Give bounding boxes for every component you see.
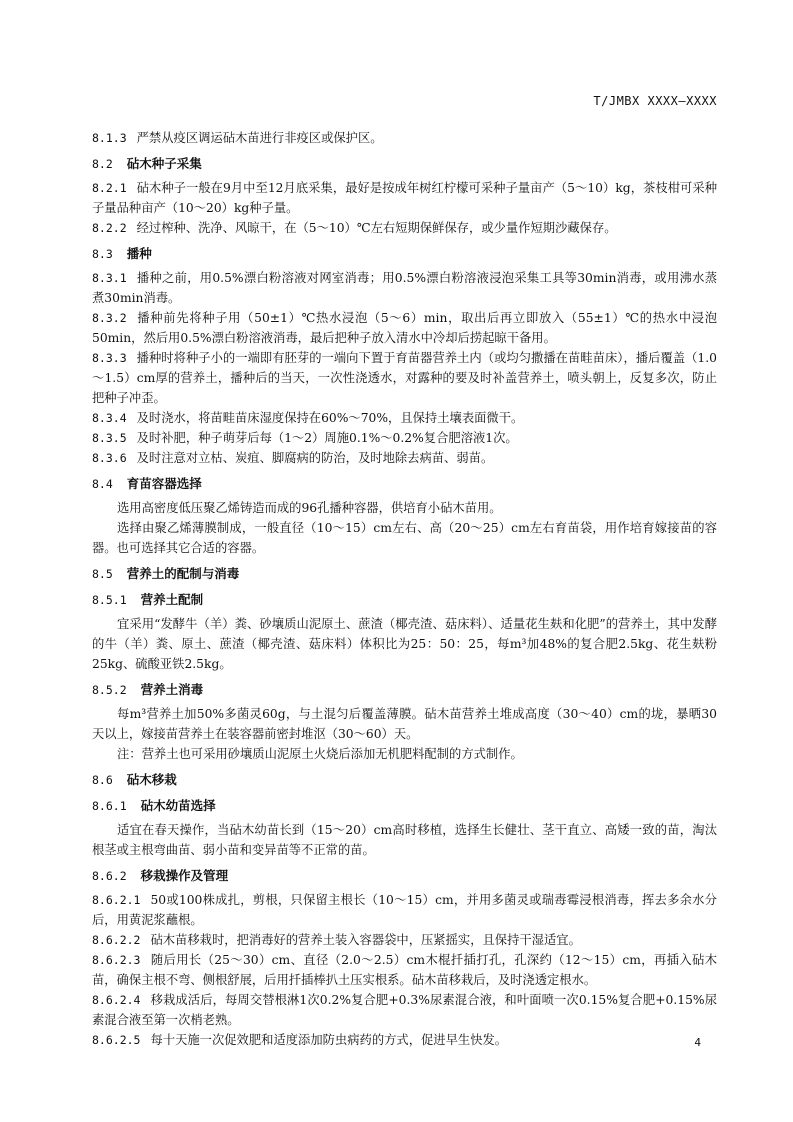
- subsection-8-6-1-heading: [92, 796, 717, 816]
- section-number: 8.3: [92, 247, 113, 261]
- clause-8-2-1: [92, 178, 717, 218]
- clause-number: 8.6.2.3: [92, 953, 141, 967]
- page-number: 4: [694, 1036, 701, 1049]
- clause-text: 播种前先将种子用（50±1）℃热水浸泡（5～6）min，取出后再立即放入（55±1）℃的热水中浸泡50min，然后用0.5%漂白粉溶液消毒，最后把种子放入清水中冷却后捞起晾干备用。: [92, 311, 717, 345]
- section-title: 营养土配制: [140, 592, 204, 607]
- clause-8-3-3: [92, 348, 717, 408]
- clause-8-6-2-3: [92, 950, 717, 990]
- clause-8-2-2: [92, 218, 717, 238]
- clause-8-6-2-2: [92, 930, 717, 950]
- section-title: 营养土的配制与消毒: [126, 566, 240, 581]
- section-title: 砧木种子采集: [126, 156, 202, 171]
- clause-text: 及时注意对立枯、炭疽、脚腐病的防治，及时地除去病苗、弱苗。: [136, 451, 494, 465]
- clause-text: 播种之前，用0.5%漂白粉溶液对网室消毒；用0.5%漂白粉溶液浸泡采集工具等30min消毒，或用沸水蒸煮30min消毒。: [92, 271, 717, 305]
- paragraph: 适宜在春天操作，当砧木幼苗长到（15～20）cm高时移植，选择生长健壮、茎干直立、高矮一致的苗，淘汰根茎或主根弯曲苗、弱小苗和变异苗等不正常的苗。: [92, 823, 717, 857]
- section-number: 8.5: [92, 567, 113, 581]
- paragraph: 每m³营养土加50%多菌灵60g，与土混匀后覆盖薄膜。砧木苗营养土堆成高度（30～40）cm的垅，暴晒30天以上，嫁接苗营养土在装容器前密封堆沤（30～60）天。: [92, 707, 717, 741]
- clause-8-3-6: [92, 448, 717, 468]
- section-title: 移栽操作及管理: [140, 868, 229, 883]
- section-number: 8.2: [92, 157, 113, 171]
- clause-8-3-1: [92, 268, 717, 308]
- clause-number: 8.2.2: [92, 221, 127, 235]
- clause-number: 8.2.1: [92, 181, 127, 195]
- section-8-5-heading: [92, 564, 717, 584]
- clause-text: 及时补肥，种子萌芽后每（1～2）周施0.1%～0.2%复合肥溶液1次。: [136, 431, 518, 445]
- section-number: 8.5.1: [92, 593, 127, 607]
- clause-8-1-3: [92, 128, 717, 148]
- section-8-4-heading: [92, 474, 717, 494]
- clause-text: 及时浇水，将苗畦苗床湿度保持在60%～70%，且保持土壤表面微干。: [136, 411, 524, 425]
- clause-text: 严禁从疫区调运砧木苗进行非疫区或保护区。: [136, 131, 383, 145]
- section-title: 营养土消毒: [140, 682, 204, 697]
- section-title: 播种: [126, 246, 152, 261]
- clause-number: 8.1.3: [92, 131, 127, 145]
- section-title: 育苗容器选择: [126, 476, 202, 491]
- clause-8-3-4: [92, 408, 717, 428]
- clause-text: 每十天施一次促效肥和适度添加防虫病药的方式，促进早生快发。: [150, 1033, 508, 1047]
- section-8-3-heading: [92, 244, 717, 264]
- paragraph: 选择由聚乙烯薄膜制成，一般直径（10～15）cm左右、高（20～25）cm左右育苗袋，用作培育嫁接苗的容器。也可选择其它合适的容器。: [92, 521, 717, 555]
- clause-number: 8.3.3: [92, 351, 127, 365]
- clause-number: 8.3.5: [92, 431, 127, 445]
- clause-number: 8.3.2: [92, 311, 127, 325]
- clause-number: 8.3.4: [92, 411, 127, 425]
- clause-8-3-5: [92, 428, 717, 448]
- clause-number: 8.3.1: [92, 271, 127, 285]
- clause-number: 8.6.2.1: [92, 893, 141, 907]
- standard-code: T/JMBX XXXX—XXXX: [593, 94, 717, 108]
- clause-8-6-2-4: [92, 990, 717, 1030]
- document-body: [92, 128, 717, 1050]
- clause-text: 随后用长（25～30）cm、直径（2.0～2.5）cm木棍扦插打孔，孔深约（12～15）cm，再插入砧木苗，确保主根不弯、侧根舒展，后用扦插棒扒土压实根系。砧木苗移栽后，及时浇透定根水。: [92, 953, 717, 987]
- section-number: 8.6.2: [92, 869, 127, 883]
- clause-text: 50或100株成扎，剪根，只保留主根长（10～15）cm，并用多菌灵或瑞毒霉浸根消毒，挥去多余水分后，用黄泥浆蘸根。: [92, 893, 717, 927]
- clause-8-3-2: [92, 308, 717, 348]
- clause-number: 8.6.2.4: [92, 993, 141, 1007]
- subsection-8-5-1-heading: [92, 590, 717, 610]
- clause-8-6-2-5: [92, 1030, 717, 1050]
- section-8-2-heading: [92, 154, 717, 174]
- clause-text: 砧木种子一般在9月中至12月底采集，最好是按成年树红柠檬可采种子量亩产（5～10）kg，茶枝柑可采种子量品种亩产（10～20）kg种子量。: [92, 181, 717, 215]
- section-number: 8.6: [92, 773, 113, 787]
- section-title: 砧木幼苗选择: [140, 798, 216, 813]
- section-number: 8.4: [92, 477, 113, 491]
- subsection-8-5-2-heading: [92, 680, 717, 700]
- clause-text: 播种时将种子小的一端即有胚芽的一端向下置于育苗器营养土内（或均匀撒播在苗畦苗床），播后覆盖（1.0～1.5）cm厚的营养土，播种后的当天，一次性浇透水，对露种的要及时补盖营养土，喷头朝上，反复多次，防止把种子冲歪。: [92, 351, 717, 405]
- paragraph: 宜采用“发酵牛（羊）粪、砂壤质山泥原土、蔗渣（椰壳渣、菇床料）、适量花生麸和化肥”的营养土，其中发酵的牛（羊）粪、原土、蔗渣（椰壳渣、菇床料）体积比为25：50：25，每m³加48%的复合肥2.5kg、花生麸粉25kg、硫酸亚铁2.5kg。: [92, 617, 717, 671]
- clause-8-6-2-1: [92, 890, 717, 930]
- section-8-6-heading: [92, 770, 717, 790]
- clause-number: 8.6.2.5: [92, 1033, 141, 1047]
- subsection-8-6-2-heading: [92, 866, 717, 886]
- clause-text: 砧木苗移栽时，把消毒好的营养土装入容器袋中，压紧摇实，且保持干湿适宜。: [150, 933, 581, 947]
- clause-number: 8.6.2.2: [92, 933, 141, 947]
- clause-text: 移栽成活后，每周交替根淋1次0.2%复合肥+0.3%尿素混合液，和叶面喷一次0.15%复合肥+0.15%尿素混合液至第一次梢老熟。: [92, 993, 717, 1027]
- section-number: 8.6.1: [92, 799, 127, 813]
- note: 注：营养土也可采用砂壤质山泥原土火烧后添加无机肥料配制的方式制作。: [117, 747, 523, 761]
- clause-number: 8.3.6: [92, 451, 127, 465]
- section-number: 8.5.2: [92, 683, 127, 697]
- paragraph: 选用高密度低压聚乙烯铸造而成的96孔播种容器，供培育小砧木苗用。: [117, 501, 502, 515]
- clause-text: 经过榨种、洗净、风晾干，在（5～10）℃左右短期保鲜保存，或少量作短期沙藏保存。: [136, 221, 617, 235]
- section-title: 砧木移栽: [126, 772, 177, 787]
